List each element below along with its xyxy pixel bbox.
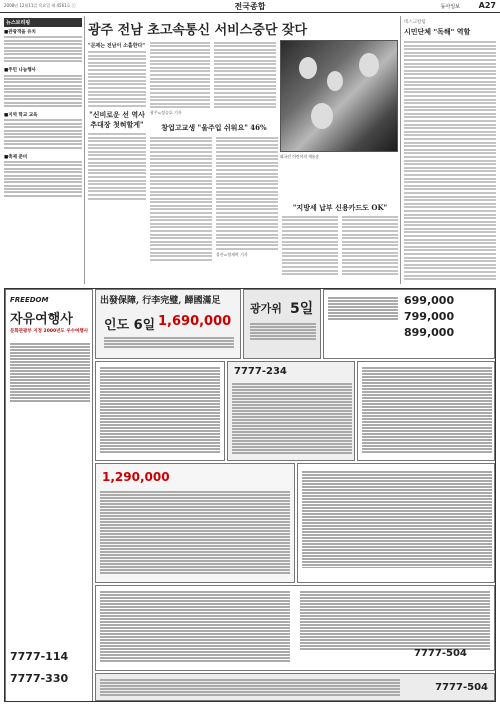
article-subhead: "문제는 전남이 소홀한다" <box>88 43 145 49</box>
right-column <box>404 19 496 282</box>
ad-listing <box>10 342 90 403</box>
brief-item <box>4 112 82 149</box>
banner-headline: 出發保障, 行李完璧, 歸國滿足 <box>100 296 221 306</box>
price-3: 899,000 <box>404 326 455 339</box>
tour-name: 인도 6일 <box>104 318 156 333</box>
brief-item <box>4 67 82 107</box>
price-2: 799,000 <box>404 310 455 323</box>
child-face <box>311 103 333 129</box>
listing-ad <box>227 361 355 461</box>
article-column <box>282 214 338 277</box>
phone-number: 7777-114 <box>10 650 69 663</box>
phone-number: 7777-504 <box>435 682 488 693</box>
column-name: 데스크칼럼 <box>404 20 426 25</box>
article-column <box>214 40 276 110</box>
banner-ad <box>95 289 241 359</box>
byline: 광주=정승호 기자 <box>150 110 182 116</box>
agency-name: 자유여행사 <box>10 312 73 327</box>
promo-days: 5일 <box>290 301 314 317</box>
news-briefs <box>4 18 82 202</box>
brief-title: ■관광객을 유치 <box>4 30 36 35</box>
footer-contacts <box>95 673 495 701</box>
promo-city: 광가위 <box>250 302 282 315</box>
article-column <box>216 135 278 258</box>
phone-number: 7777-504 <box>414 648 467 659</box>
tour-price: 1,690,000 <box>158 314 232 329</box>
news-photo <box>280 40 398 152</box>
byline: 울산=정재락 기자 <box>216 252 248 257</box>
agency-panel <box>5 289 93 702</box>
third-story-headline: "지방세 납부 신용카드도 OK" <box>292 203 388 212</box>
main-headline: 광주 전남 초고속통신 서비스중단 잦다 <box>88 23 308 38</box>
article-column <box>88 40 146 201</box>
article-column <box>150 40 210 116</box>
agency-slogan: 문화관광부 지정 2000년도 우수여행사 <box>10 329 89 334</box>
brief-title: ■주민 나눔행사 <box>4 68 36 74</box>
brief-item <box>4 29 82 62</box>
price-ad <box>323 289 495 359</box>
issue-date: 2008년 12월11일 목요일 제 4561호 ⓒ <box>4 3 76 8</box>
child-face <box>359 53 379 77</box>
listing-ad <box>95 585 495 671</box>
briefs-kicker: 뉴스브리핑 <box>4 18 82 27</box>
promo-ad <box>243 289 321 359</box>
price-1: 699,000 <box>404 294 455 307</box>
page-number: A27 <box>478 1 496 10</box>
listing-ad <box>95 463 295 583</box>
column-title: 시민단체 "독해" 역할 <box>404 28 471 36</box>
masthead <box>0 0 500 13</box>
child-face <box>299 57 317 79</box>
brief-title: ■지역 학교 교육 <box>4 113 38 119</box>
travel-advertisement <box>4 288 496 702</box>
listing-ad <box>357 361 495 461</box>
agency-logo-en: FREEDOM <box>10 296 49 304</box>
second-story-headline: 창업고교생 "울주입 쉬워요" 46% <box>161 123 267 132</box>
listing-ad <box>297 463 495 583</box>
column-rule <box>400 16 401 284</box>
second-story <box>150 120 278 136</box>
brief-title: ■축제 준비 <box>4 154 28 160</box>
article-column <box>342 214 398 277</box>
brief-item <box>4 154 82 197</box>
featured-price: 1,290,000 <box>102 470 170 484</box>
child-face <box>327 71 343 91</box>
photo-caption: 외국인 어린이의 캐롤송 <box>280 154 320 159</box>
section-title: 전국종합 <box>234 2 266 11</box>
column-rule <box>84 16 85 284</box>
listing-ad <box>95 361 225 461</box>
paper-name: 동아일보 <box>440 4 460 10</box>
article-column <box>150 135 212 262</box>
phone-number: 7777-234 <box>234 366 287 377</box>
phone-number: 7777-330 <box>10 672 69 685</box>
column-subhead: "신비로운 선 역사 추대장 첫혀할게" <box>89 109 145 129</box>
